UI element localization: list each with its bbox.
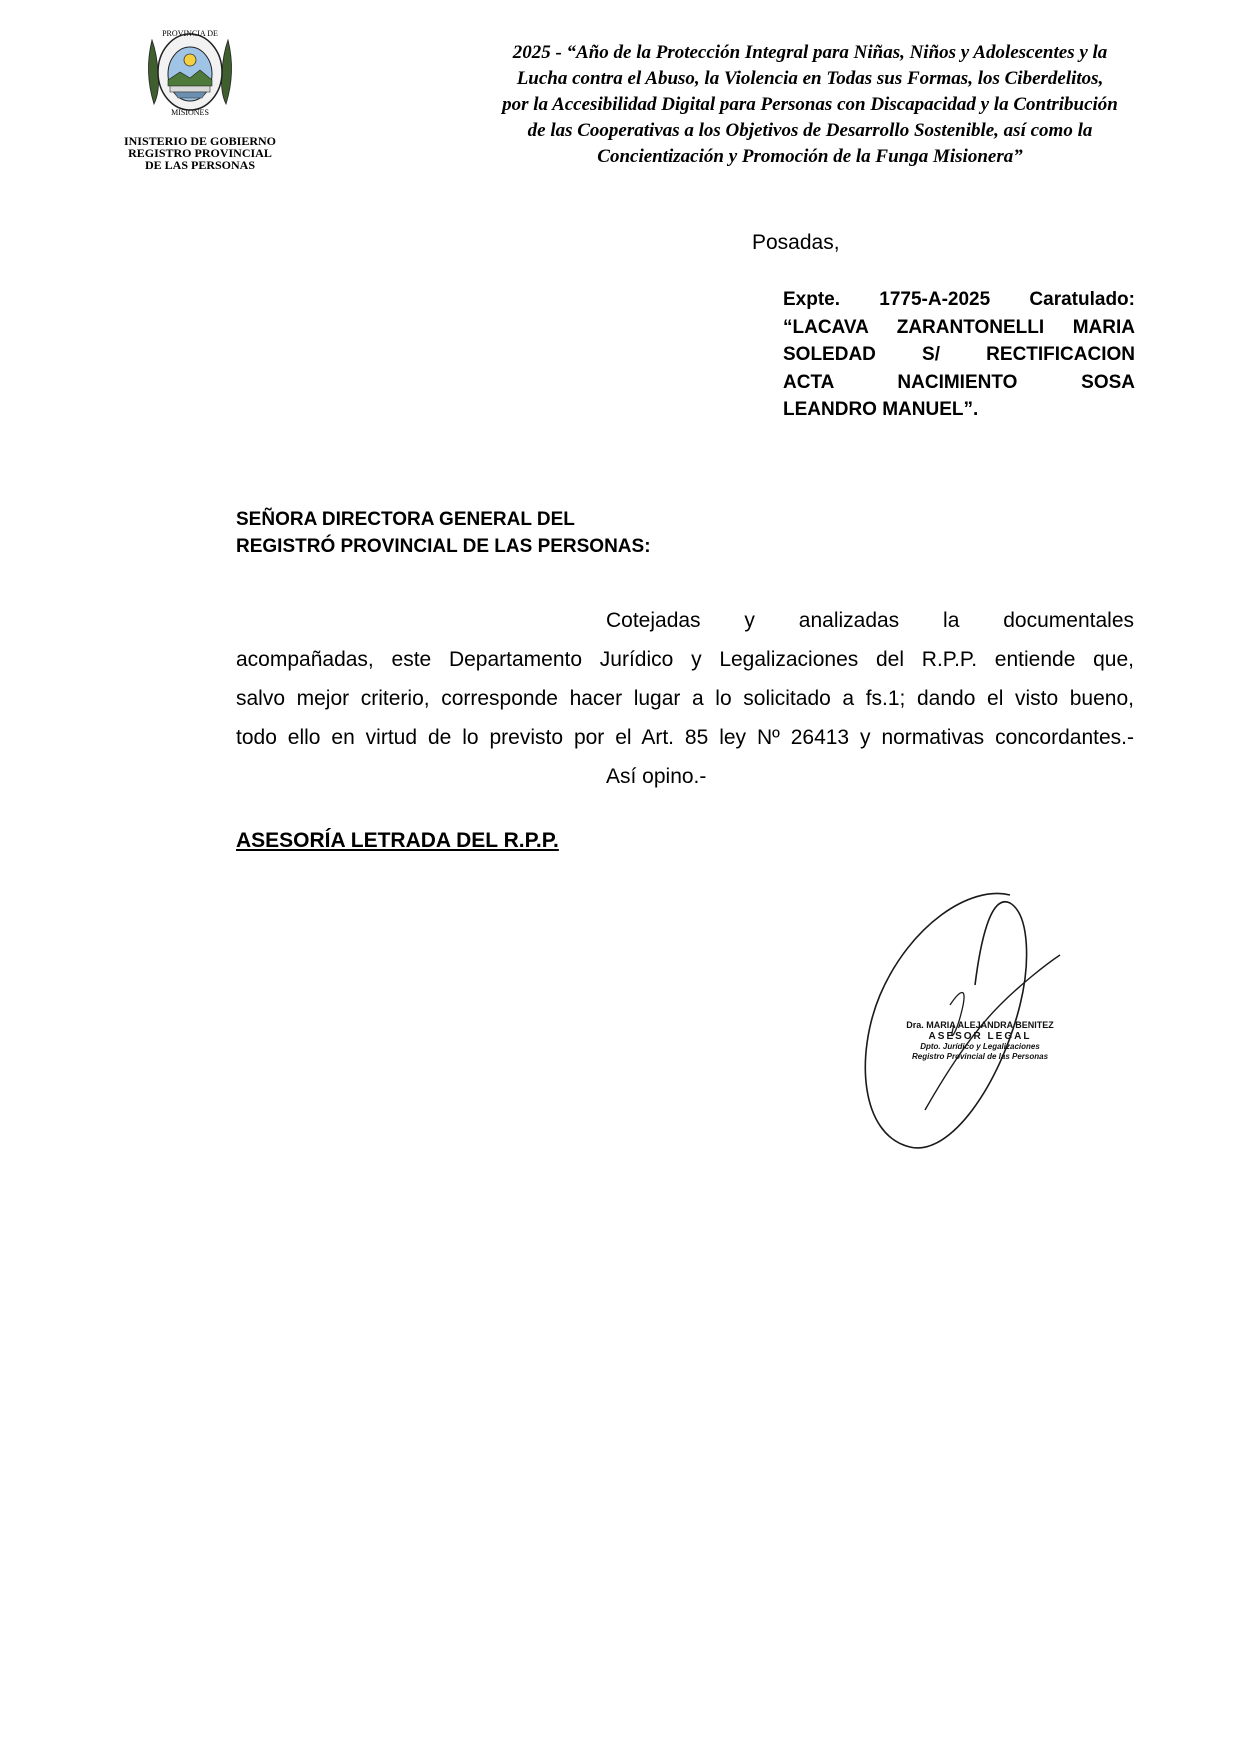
institution-line: DE LAS PERSONAS: [144, 158, 256, 172]
institution-block: [110, 135, 290, 171]
signer-title: ASESORÍA LETRADA DEL R.P.P.: [236, 829, 559, 852]
case-line: SOLEDAD S/ RECTIFICACION: [783, 344, 1135, 365]
salutation-line: SEÑORA DIRECTORA GENERAL DEL: [236, 509, 575, 530]
institution-line: INISTERIO DE GOBIERNO: [123, 134, 277, 148]
motto-line: Lucha contra el Abuso, la Violencia en Todas sus Formas, los Ciberdelitos,: [516, 68, 1104, 89]
stamp-line: Dpto. Jurídico y Legalizaciones: [920, 1042, 1040, 1051]
case-reference: [783, 286, 1135, 424]
body-line: salvo mejor criterio, corresponde hacer lugar a lo solicitado a fs.1; dando el visto bueno,: [236, 687, 1134, 710]
body-paragraph: [236, 601, 1134, 796]
stamp-line: ASESOR LEGAL: [928, 1031, 1032, 1042]
motto-line: de las Cooperativas a los Objetivos de Desarrollo Sostenible, así como la: [527, 120, 1093, 141]
emblem-bottom-text: MISIONES: [171, 108, 209, 117]
body-line: Cotejadas y analizadas la documentales: [606, 609, 1134, 632]
place-line: Posadas,: [752, 231, 840, 254]
stamp-line: Registro Provincial de las Personas: [911, 1052, 1049, 1061]
body-line: acompañadas, este Departamento Jurídico y Legalizaciones del R.P.P. entiende que,: [236, 648, 1134, 671]
motto-line: Concientización y Promoción de la Funga Misionera”: [597, 146, 1023, 167]
province-coat-of-arms-icon: [140, 22, 240, 122]
emblem-top-text: PROVINCIA DE: [162, 29, 218, 38]
legal-stamp: [905, 1020, 1055, 1062]
case-line: ACTA NACIMIENTO SOSA: [783, 371, 1135, 393]
motto-line: por la Accesibilidad Digital para Personas con Discapacidad y la Contribución: [502, 94, 1118, 115]
case-line: “LACAVA ZARANTONELLI MARIA: [783, 316, 1135, 338]
case-line: LEANDRO MANUEL”.: [783, 399, 979, 420]
body-line: todo ello en virtud de lo previsto por el Art. 85 ley Nº 26413 y normativas concordantes.-: [236, 726, 1134, 749]
motto-line: 2025 - “Año de la Protección Integral para Niñas, Niños y Adolescentes y la: [512, 42, 1108, 63]
salutation: [236, 506, 651, 560]
case-line: Expte. 1775-A-2025 Caratulado:: [783, 289, 1135, 310]
salutation-line: REGISTRÓ PROVINCIAL DE LAS PERSONAS:: [236, 536, 651, 557]
closing-line: Así opino.-: [606, 765, 707, 788]
stamp-line: Dra. MARIA ALEJANDRA BENITEZ: [906, 1020, 1054, 1030]
institution-line: REGISTRO PROVINCIAL: [128, 146, 272, 160]
year-motto: [440, 40, 1180, 170]
